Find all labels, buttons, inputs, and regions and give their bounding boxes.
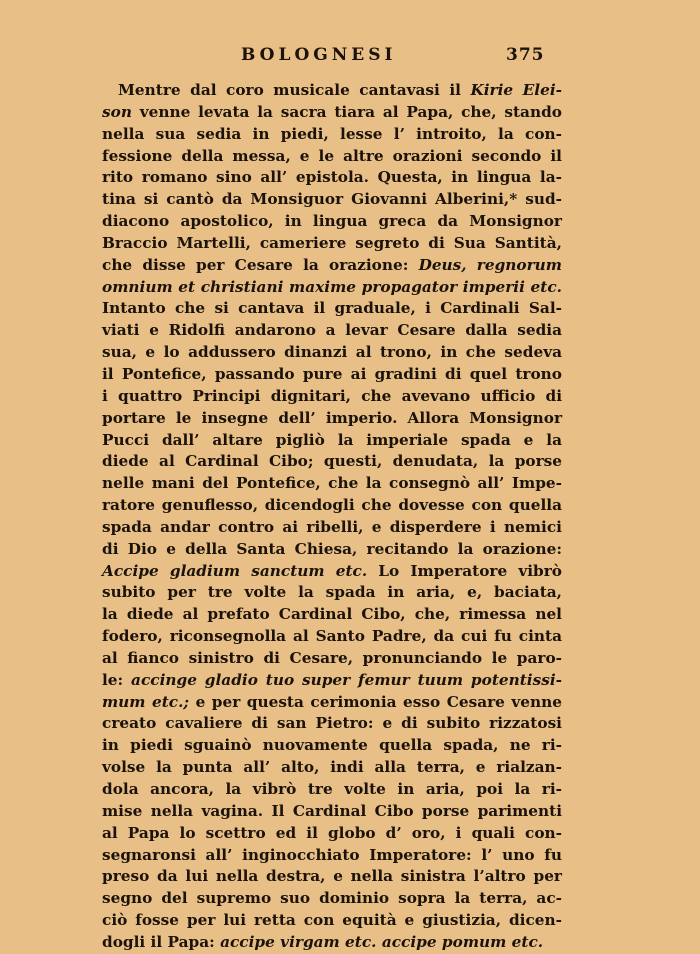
- text-segment: sua, e lo addussero dinanzi al trono, in che sedeva: [102, 343, 562, 362]
- text-segment: e per questa cerimonia esso Cesare venne: [189, 692, 563, 711]
- text-line: [102, 517, 562, 539]
- italic-latin-text: accipe virgam etc. accipe pomum etc.: [220, 932, 544, 951]
- text-line: [102, 430, 562, 452]
- text-line: [102, 298, 562, 320]
- text-segment: diacono apostolico, in lingua greca da Monsignor: [102, 212, 562, 231]
- text-segment: Lo Imperatore vibrò: [367, 561, 562, 580]
- text-line: [102, 713, 562, 735]
- text-line: [102, 888, 562, 910]
- body-paragraph: [102, 80, 562, 954]
- italic-latin-text: mum etc.;: [102, 692, 190, 711]
- text-segment: nelle mani del Pontefice, che la consegnò all’ Impe-: [102, 474, 562, 493]
- running-title: BOLOGNESI: [241, 45, 397, 65]
- text-segment: Intanto che si cantava il graduale, i Cardinali Sal-: [102, 299, 562, 318]
- text-line: [102, 604, 562, 626]
- text-segment: le:: [102, 670, 132, 689]
- page-number: 375: [506, 45, 545, 65]
- text-segment: Braccio Martelli, cameriere segreto di Sua Santità,: [102, 233, 562, 252]
- text-line: [102, 582, 562, 604]
- text-line: [102, 124, 562, 146]
- text-line: [102, 255, 562, 277]
- text-line: [102, 408, 562, 430]
- text-segment: segnaronsi all’ inginocchiato Imperatore: l’ uno fu: [102, 845, 562, 864]
- text-line: [102, 80, 562, 102]
- text-line: [102, 561, 562, 583]
- text-line: [102, 779, 562, 801]
- text-line: [102, 626, 562, 648]
- text-segment: spada andar contro ai ribelli, e disperdere i nemici: [102, 517, 562, 536]
- text-segment: la diede al prefato Cardinal Cibo, che, rimessa nel: [102, 605, 562, 624]
- text-segment: portare le insegne dell’ imperio. Allora Monsignor: [102, 408, 562, 427]
- text-segment: in piedi sguainò nuovamente quella spada, ne ri-: [102, 736, 562, 755]
- text-segment: ratore genuflesso, dicendogli che dovesse con quella: [102, 496, 562, 515]
- text-segment: ciò fosse per lui retta con equità e giustizia, dicen-: [102, 911, 562, 930]
- text-segment: al fianco sinistro di Cesare, pronunciando le paro-: [102, 648, 562, 667]
- text-segment: fessione della messa, e le altre orazioni secondo il: [102, 146, 562, 165]
- text-line: [102, 757, 562, 779]
- text-segment: rito romano sino all’ epistola. Questa, in lingua la-: [102, 168, 562, 187]
- text-line: [102, 320, 562, 342]
- text-segment: di Dio e della Santa Chiesa, recitando la orazione:: [102, 539, 562, 558]
- text-segment: creato cavaliere di san Pietro: e di subito rizzatosi: [102, 714, 562, 733]
- text-segment: fodero, riconsegnolla al Santo Padre, da cui fu cinta: [102, 627, 562, 646]
- text-line: [102, 211, 562, 233]
- text-segment: che disse per Cesare la orazione:: [102, 255, 419, 274]
- text-segment: i quattro Principi dignitari, che avevano ufficio di: [102, 386, 562, 405]
- italic-latin-text: omnium et christiani maxime propagator imperii etc.: [102, 277, 562, 296]
- text-line: [102, 277, 562, 299]
- text-segment: dola ancora, la vibrò tre volte in aria, poi la ri-: [102, 780, 562, 798]
- text-segment: nella sua sedia in piedi, lesse l’ introito, la con-: [102, 124, 562, 143]
- text-line: [102, 910, 562, 932]
- text-line: [102, 386, 562, 408]
- italic-latin-text: Accipe gladium sanctum etc.: [102, 561, 368, 580]
- text-segment: volse la punta all’ alto, indi alla terra, e rialzan-: [102, 758, 562, 777]
- text-segment: segno del supremo suo dominio sopra la terra, ac-: [102, 889, 562, 908]
- text-segment: tina si cantò da Monsiguor Giovanni Alberini,* sud-: [102, 190, 562, 209]
- text-line: [102, 932, 562, 954]
- text-line: [102, 801, 562, 823]
- italic-latin-text: Deus, regnorum: [418, 255, 562, 274]
- text-line: [102, 167, 562, 189]
- text-line: [102, 473, 562, 495]
- text-line: [102, 364, 562, 386]
- text-line: [102, 451, 562, 473]
- text-segment: subito per tre volte la spada in aria, e, baciata,: [102, 583, 562, 602]
- text-line: [102, 189, 562, 211]
- text-line: [102, 866, 562, 888]
- text-line: [102, 670, 562, 692]
- text-segment: viati e Ridolfi andarono a levar Cesare dalla sedia: [102, 321, 562, 340]
- italic-latin-text: son: [102, 102, 132, 121]
- text-line: [102, 102, 562, 124]
- text-line: [102, 692, 562, 714]
- italic-latin-text: accinge gladio tuo super femur tuum potentissi-: [131, 670, 563, 689]
- text-line: [102, 735, 562, 757]
- text-segment: mise nella vagina. Il Cardinal Cibo porse parimenti: [102, 801, 562, 820]
- text-line: [102, 845, 562, 867]
- text-line: [102, 233, 562, 255]
- text-segment: Mentre dal coro musicale cantavasi il: [118, 81, 471, 99]
- text-segment: al Papa lo scettro ed il globo d’ oro, i quali con-: [102, 823, 562, 842]
- text-segment: preso da lui nella destra, e nella sinistra l’altro per: [102, 867, 562, 886]
- text-line: [102, 342, 562, 364]
- text-segment: venne levata la sacra tiara al Papa, che, stando: [131, 102, 562, 121]
- italic-latin-text: Kirie Elei-: [470, 81, 562, 99]
- text-line: [102, 146, 562, 168]
- text-segment: diede al Cardinal Cibo; questi, denudata, la porse: [102, 452, 562, 471]
- text-segment: dogli il Papa:: [102, 932, 221, 951]
- text-segment: il Pontefice, passando pure ai gradini di quel trono: [102, 364, 562, 383]
- text-line: [102, 495, 562, 517]
- text-line: [102, 823, 562, 845]
- text-segment: Pucci dall’ altare pigliò la imperiale spada e la: [102, 430, 562, 449]
- text-line: [102, 648, 562, 670]
- text-line: [102, 539, 562, 561]
